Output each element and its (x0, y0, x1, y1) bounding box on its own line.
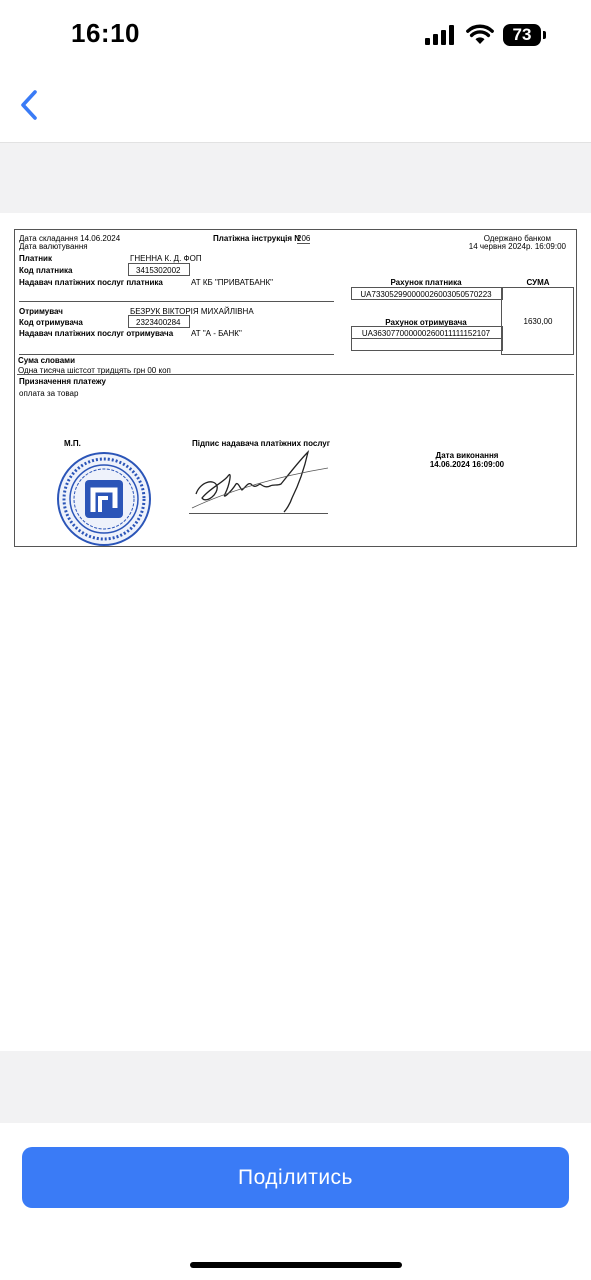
payer-name: ГНЕННА К. Д. ФОП (130, 254, 202, 263)
receiver-account: UA363077000000260011111152107 (361, 329, 491, 338)
exec-date: 14.06.2024 16:09:00 (429, 460, 505, 469)
status-bar (0, 0, 591, 70)
share-button[interactable]: Поділитись (22, 1147, 569, 1208)
payer-code: 3415302002 (136, 266, 181, 275)
sum-words: Одна тисяча шістсот тридцять грн 00 коп (18, 366, 171, 375)
value-date: Дата валютування (19, 242, 88, 251)
receiver-bank: АТ "А - БАНК" (191, 329, 242, 338)
sum-words-label: Сума словами (18, 356, 76, 365)
sum-value: 1630,00 (523, 317, 553, 326)
sum-label: СУМА (526, 278, 550, 287)
bank-stamp-icon (55, 452, 153, 546)
cellular-signal-icon (425, 25, 457, 45)
date-created: Дата складання 14.06.2024 (19, 234, 121, 243)
exec-label: Дата виконання (435, 451, 499, 460)
purpose-label: Призначення платежу (19, 377, 107, 386)
payer-bank: АТ КБ "ПРИВАТБАНК" (191, 278, 273, 287)
receiver-account-label: Рахунок отримувача (385, 318, 467, 327)
instruction-number: 206 (297, 234, 311, 243)
instruction-label: Платіжна інструкція N (213, 234, 301, 243)
receiver-name: БЕЗРУК ВІКТОРІЯ МИХАЙЛІВНА (130, 307, 254, 316)
signature-label: Підпис надавача платіжних послуг (192, 439, 331, 448)
battery-level: 73 (503, 24, 541, 46)
payer-account: UA733052990000026003050570223 (360, 290, 492, 299)
status-time: 16:10 (71, 18, 140, 48)
battery-icon (503, 24, 547, 46)
payer-label: Платник (19, 254, 52, 263)
payer-bank-label: Надавач платіжних послуг платника (19, 278, 163, 287)
payer-account-label: Рахунок платника (390, 278, 462, 287)
payer-code-label: Код платника (19, 266, 73, 275)
chevron-left-icon (14, 86, 48, 126)
signature-image (190, 448, 330, 514)
received-date: 14 червня 2024р. 16:09:00 (468, 242, 566, 251)
receiver-code: 2323400284 (136, 318, 181, 327)
home-indicator (190, 1262, 402, 1268)
receiver-code-label: Код отримувача (19, 318, 83, 327)
payment-document (14, 229, 577, 547)
preview-top-margin (0, 143, 591, 213)
wifi-icon (466, 23, 494, 45)
receiver-bank-label: Надавач платіжних послуг отримувача (19, 329, 174, 338)
preview-bottom-margin (0, 1051, 591, 1123)
purpose: оплата за товар (19, 389, 79, 398)
nav-bar (0, 70, 591, 143)
received-label: Одержано банком (483, 234, 551, 243)
back-button[interactable] (14, 86, 48, 126)
receiver-label: Отримувач (19, 307, 63, 316)
stamp-label: М.П. (64, 439, 81, 448)
